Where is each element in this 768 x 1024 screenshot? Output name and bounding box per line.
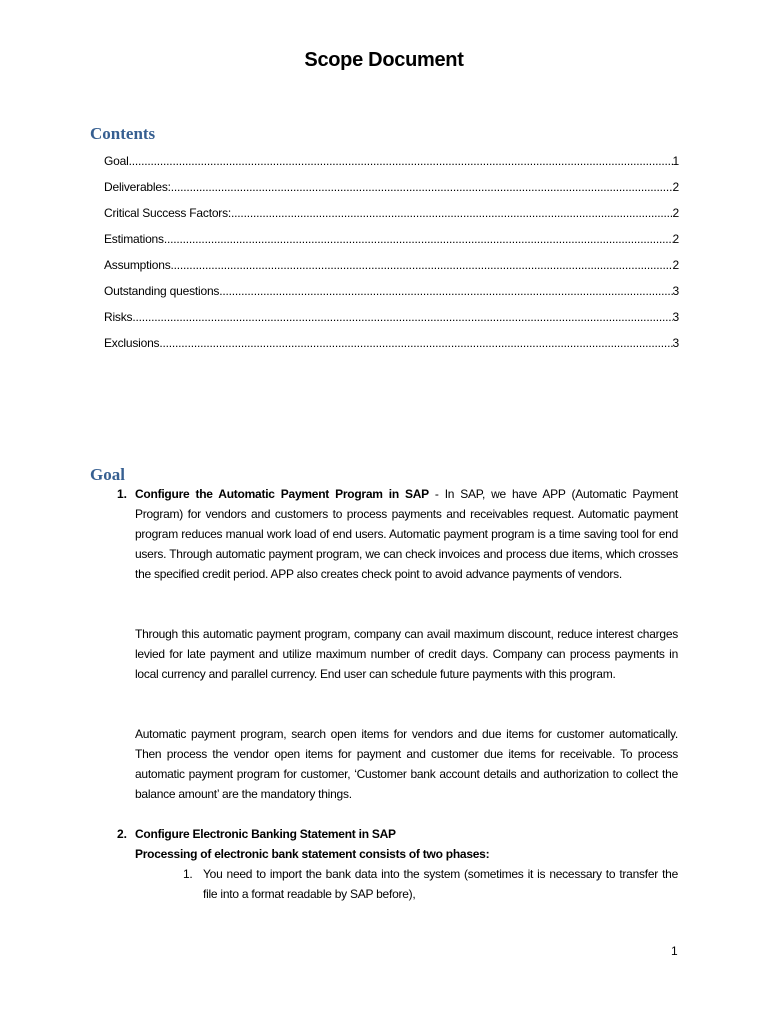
toc-leader — [164, 232, 673, 246]
toc-leader — [159, 336, 672, 350]
contents-heading: Contents — [90, 124, 156, 143]
toc-entry-deliverables[interactable] — [104, 174, 679, 200]
toc-page: 2 — [672, 180, 679, 194]
toc-page: 2 — [672, 206, 679, 220]
toc-page: 3 — [672, 310, 679, 324]
toc-leader — [219, 284, 672, 298]
toc-label: Assumptions — [104, 258, 171, 272]
document-title: Scope Document — [304, 49, 464, 71]
toc-label: Deliverables: — [104, 180, 171, 194]
toc-leader — [129, 154, 673, 168]
toc-leader — [231, 206, 672, 220]
toc-leader — [171, 180, 673, 194]
toc-page: 2 — [672, 258, 679, 272]
goal-item-2-subitem-1: You need to import the bank data into the system (sometimes it is necessary to transfer the file into a format readable by SAP before), — [203, 867, 678, 901]
toc-label: Goal — [104, 154, 129, 168]
toc-label: Estimations — [104, 232, 164, 246]
toc-leader — [132, 310, 672, 324]
toc-entry-goal[interactable] — [104, 148, 679, 174]
goal-item-1-paragraph-2: Through this automatic payment program, company can avail maximum discount, reduce interest charges levied for late payment and utilize maximum number of credit days. Company can process payments in local currency and parallel currency. End user can schedule future payments with this program. — [135, 627, 678, 681]
toc-page: 2 — [672, 232, 679, 246]
toc-page: 3 — [672, 284, 679, 298]
goal-heading: Goal — [90, 465, 125, 484]
toc-page: 1 — [672, 154, 679, 168]
list-number: 1. — [183, 867, 193, 881]
toc-entry-risks[interactable] — [104, 304, 679, 330]
list-number: 2. — [117, 827, 128, 841]
toc-entry-critical-success-factors[interactable] — [104, 200, 679, 226]
list-number: 1. — [117, 487, 128, 501]
toc-entry-assumptions[interactable] — [104, 252, 679, 278]
goal-item-2-title: Configure Electronic Banking Statement in SAP — [135, 827, 396, 841]
table-of-contents — [104, 148, 679, 356]
toc-label: Exclusions — [104, 336, 160, 350]
toc-entry-estimations[interactable] — [104, 226, 679, 252]
goal-item-1-title: Configure the Automatic Payment Program in SAP — [135, 487, 429, 501]
toc-label: Risks — [104, 310, 133, 324]
goal-item-1-paragraph-3: Automatic payment program, search open items for vendors and due items for customer automatically. Then process the vendor open items for payment and customer due items for receivable. To process automatic payment program for customer, ‘Customer bank account details and authorization to collect the balance amount’ are the mandatory things. — [135, 727, 678, 801]
toc-leader — [171, 258, 673, 272]
goal-item-1-text: - In SAP, we have APP (Automatic Payment Program) for vendors and customers to process payments and receivables request. Automatic payment program reduces manual work load of end users. Automatic payment program is a time saving tool for end users. Through automatic payment program, we can check invoices and process due items, which crosses the specified credit period. APP also creates check point to avoid advance payments of vendors. — [135, 487, 678, 581]
toc-page: 3 — [672, 336, 679, 350]
toc-label: Outstanding questions — [104, 284, 220, 298]
goal-item-1-paragraph — [135, 484, 678, 584]
toc-label: Critical Success Factors: — [104, 206, 232, 220]
toc-entry-exclusions[interactable] — [104, 330, 679, 356]
page-number: 1 — [671, 944, 678, 958]
goal-item-2-intro: Processing of electronic bank statement consists of two phases: — [135, 847, 490, 861]
toc-entry-outstanding-questions[interactable] — [104, 278, 679, 304]
